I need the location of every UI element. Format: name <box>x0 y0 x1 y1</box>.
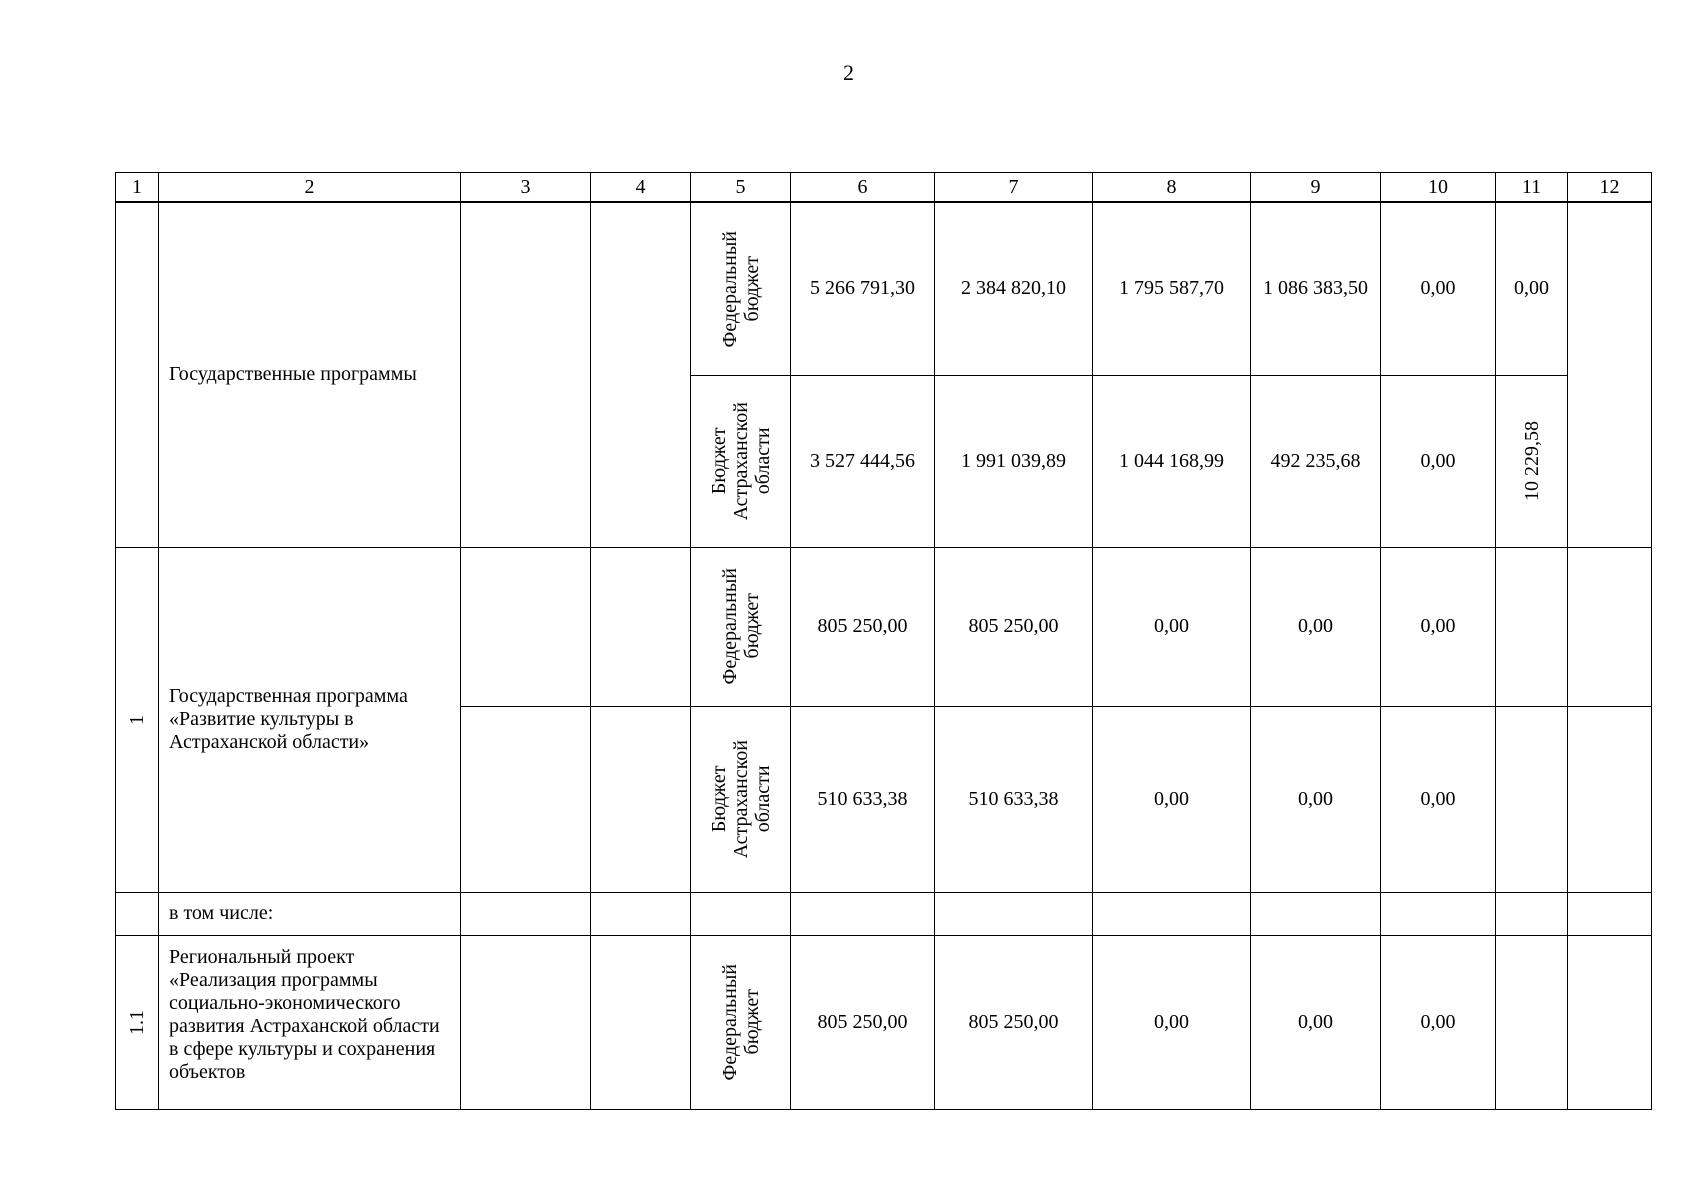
funding-source-label: Бюджет Астраханской области <box>707 739 774 859</box>
funding-source-label: Федеральный бюджет <box>718 963 763 1081</box>
table-cell <box>791 892 935 935</box>
table-row <box>116 935 1652 1109</box>
value-cell: 1 086 383,50 <box>1251 202 1381 375</box>
value-cell: 0,00 <box>1093 706 1251 892</box>
table-cell <box>591 706 691 892</box>
table-cell <box>1568 202 1652 547</box>
column-header: 9 <box>1251 173 1381 203</box>
value-cell: 1 991 039,89 <box>935 375 1093 547</box>
value-cell: 1 795 587,70 <box>1093 202 1251 375</box>
value-cell: 0,00 <box>1251 547 1381 706</box>
funding-source-label: Бюджет Астраханской области <box>707 401 774 521</box>
row-name-cell: Государственные программы <box>159 202 461 547</box>
column-header: 2 <box>159 173 461 203</box>
table-cell <box>1093 892 1251 935</box>
row-index-cell <box>116 202 159 547</box>
table-cell <box>591 892 691 935</box>
value-cell: 0,00 <box>1496 202 1568 375</box>
table-row <box>116 202 1652 375</box>
budget-table <box>115 172 1652 1110</box>
value-cell: 0,00 <box>1093 547 1251 706</box>
table-cell <box>1496 892 1568 935</box>
page-number: 2 <box>843 60 854 85</box>
row-index: 1 <box>126 714 148 725</box>
table-cell <box>116 892 159 935</box>
column-header: 5 <box>691 173 791 203</box>
table-row <box>116 892 1652 935</box>
table-cell <box>461 202 591 547</box>
table-cell <box>1496 706 1568 892</box>
table-cell <box>461 935 591 1109</box>
column-header: 7 <box>935 173 1093 203</box>
row-index-cell <box>116 547 159 892</box>
value-cell: 805 250,00 <box>791 547 935 706</box>
value-cell: 0,00 <box>1381 375 1496 547</box>
row-name-cell: Государственная программа «Развитие культуры в Астраханской области» <box>159 547 461 892</box>
including-label: в том числе: <box>159 892 461 935</box>
value-cell: 0,00 <box>1381 935 1496 1109</box>
table-cell <box>1568 706 1652 892</box>
value-cell: 2 384 820,10 <box>935 202 1093 375</box>
value-cell: 0,00 <box>1093 935 1251 1109</box>
funding-source-cell <box>691 935 791 1109</box>
vertical-value: 10 229,58 <box>1520 421 1543 501</box>
table-cell <box>1496 935 1568 1109</box>
column-header: 1 <box>116 173 159 203</box>
value-cell: 492 235,68 <box>1251 375 1381 547</box>
value-cell <box>1496 375 1568 547</box>
row-name-cell: Региональный проект «Реализация программы социально-экономического развития Астраханской области в сфере культуры и сохранения объектов <box>159 935 461 1109</box>
column-header: 11 <box>1496 173 1568 203</box>
value-cell: 0,00 <box>1251 935 1381 1109</box>
column-header: 10 <box>1381 173 1496 203</box>
value-cell: 0,00 <box>1381 706 1496 892</box>
value-cell: 805 250,00 <box>935 547 1093 706</box>
value-cell: 0,00 <box>1381 547 1496 706</box>
table-cell <box>1496 547 1568 706</box>
column-header: 12 <box>1568 173 1652 203</box>
table-cell <box>461 547 591 706</box>
funding-source-cell <box>691 547 791 706</box>
value-cell: 805 250,00 <box>791 935 935 1109</box>
column-header: 8 <box>1093 173 1251 203</box>
funding-source-label: Федеральный бюджет <box>718 230 763 347</box>
table-cell <box>1568 547 1652 706</box>
value-cell: 510 633,38 <box>791 706 935 892</box>
table-row <box>116 547 1652 706</box>
value-cell: 3 527 444,56 <box>791 375 935 547</box>
funding-source-cell <box>691 375 791 547</box>
value-cell: 5 266 791,30 <box>791 202 935 375</box>
table-cell <box>461 706 591 892</box>
row-index-cell <box>116 935 159 1109</box>
table-cell <box>591 202 691 547</box>
funding-source-cell <box>691 706 791 892</box>
funding-source-label: Федеральный бюджет <box>718 568 763 685</box>
row-index: 1.1 <box>126 1009 148 1035</box>
table-cell <box>1568 892 1652 935</box>
table-cell <box>461 892 591 935</box>
table-cell <box>591 935 691 1109</box>
table-header-row <box>116 173 1652 203</box>
value-cell: 1 044 168,99 <box>1093 375 1251 547</box>
column-header: 4 <box>591 173 691 203</box>
column-header: 3 <box>461 173 591 203</box>
value-cell: 510 633,38 <box>935 706 1093 892</box>
column-header: 6 <box>791 173 935 203</box>
table-cell <box>1381 892 1496 935</box>
value-cell: 0,00 <box>1251 706 1381 892</box>
table-cell <box>1568 935 1652 1109</box>
table-cell <box>1251 892 1381 935</box>
value-cell: 0,00 <box>1381 202 1496 375</box>
funding-source-cell <box>691 202 791 375</box>
table-cell <box>935 892 1093 935</box>
table-cell <box>691 892 791 935</box>
value-cell: 805 250,00 <box>935 935 1093 1109</box>
table-cell <box>591 547 691 706</box>
